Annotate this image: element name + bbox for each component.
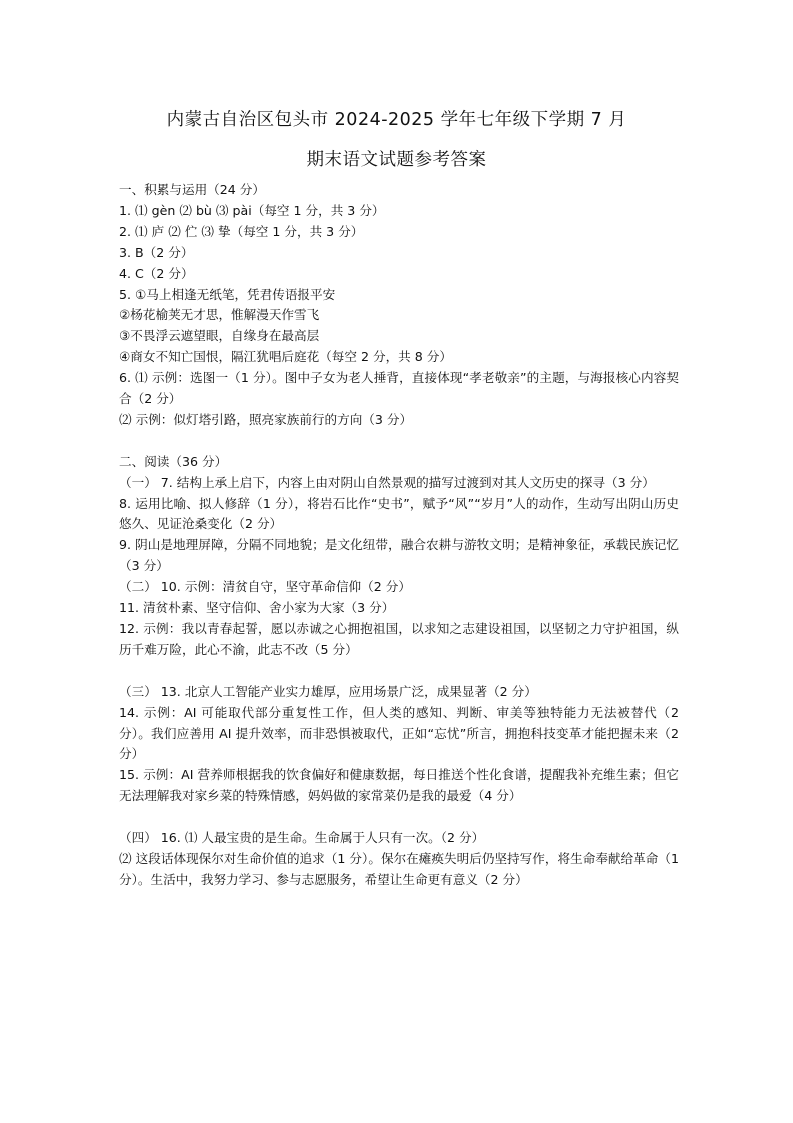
- answer-14: 14. 示例：AI 可能取代部分重复性工作，但人类的感知、判断、审美等独特能力无法被替代（2 分）。我们应善用 AI 提升效率，而非恐惧被取代，正如“忘忧”所言，拥抱科技变革才能把握未来（2 分）: [119, 704, 679, 762]
- spacer: [119, 431, 679, 452]
- document-subtitle: 期末语文试题参考答案: [306, 150, 487, 170]
- answer-11: 11. 清贫朴素、坚守信仰、舍小家为大家（3 分）: [119, 600, 395, 616]
- answer-7: （一） 7. 结构上承上启下，内容上由对阴山自然景观的描写过渡到对其人文历史的探寻（3 分）: [119, 474, 655, 490]
- answer-1: 1. ⑴ gèn ⑵ bù ⑶ pài（每空 1 分，共 3 分）: [119, 202, 385, 218]
- answer-6-part2: ⑵ 示例：似灯塔引路，照亮家族前行的方向（3 分）: [119, 411, 413, 427]
- answer-4: 4. C（2 分）: [119, 265, 194, 281]
- answer-5-line1: 5. ①马上相逢无纸笔，凭君传语报平安: [119, 286, 336, 302]
- answer-3: 3. B（2 分）: [119, 244, 194, 260]
- document-title: 内蒙古自治区包头市 2024-2025 学年七年级下学期 7 月: [166, 110, 627, 130]
- answer-10: （二） 10. 示例：清贫自守，坚守革命信仰（2 分）: [119, 579, 411, 595]
- spacer: [119, 807, 679, 828]
- answer-16-part1: （四） 16. ⑴ 人最宝贵的是生命。生命属于人只有一次。（2 分）: [119, 830, 485, 846]
- section-heading: 二、阅读（36 分）: [119, 453, 228, 469]
- answer-5-line4: ④商女不知亡国恨，隔江犹唱后庭花（每空 2 分，共 8 分）: [119, 349, 452, 365]
- answer-6-part1: 6. ⑴ 示例：选图一（1 分）。图中子女为老人捶背，直接体现“孝老敬亲”的主题，与海报核心内容契合（2 分）: [119, 370, 679, 407]
- answer-2: 2. ⑴ 庐 ⑵ 伫 ⑶ 挚（每空 1 分，共 3 分）: [119, 223, 364, 239]
- answer-5-line3: ③不畏浮云遮望眼，自缘身在最高层: [119, 328, 320, 344]
- answer-13: （三） 13. 北京人工智能产业实力雄厚，应用场景广泛，成果显著（2 分）: [119, 683, 537, 699]
- answer-body: [119, 180, 679, 891]
- answer-12: 12. 示例：我以青春起誓，愿以赤诚之心拥抱祖国，以求知之志建设祖国，以坚韧之力守护祖国，纵历千难万险，此心不渝，此志不改（5 分）: [119, 621, 679, 657]
- answer-16-part2: ⑵ 这段话体现保尔对生命价值的追求（1 分）。保尔在瘫痪失明后仍坚持写作，将生命奉献给革命（1 分）。生活中，我努力学习、参与志愿服务，希望让生命更有意义（2 分）: [119, 850, 679, 887]
- answer-9: 9. 阴山是地理屏障，分隔不同地貌；是文化纽带，融合农耕与游牧文明；是精神象征，承载民族记忆（3 分）: [119, 537, 679, 574]
- answer-8: 8. 运用比喻、拟人修辞（1 分），将岩石比作“史书”，赋予“风”“岁月”人的动作，生动写出阴山历史悠久、见证沧桑变化（2 分）: [119, 495, 679, 532]
- answer-5-line2: ②杨花榆荚无才思，惟解漫天作雪飞: [119, 307, 320, 323]
- section-heading: 一、积累与运用（24 分）: [119, 182, 265, 197]
- spacer: [119, 661, 679, 682]
- answer-15: 15. 示例：AI 营养师根据我的饮食偏好和健康数据，每日推送个性化食谱，提醒我补充维生素；但它无法理解我对家乡菜的特殊情感，妈妈做的家常菜仍是我的最爱（4 分）: [119, 767, 679, 804]
